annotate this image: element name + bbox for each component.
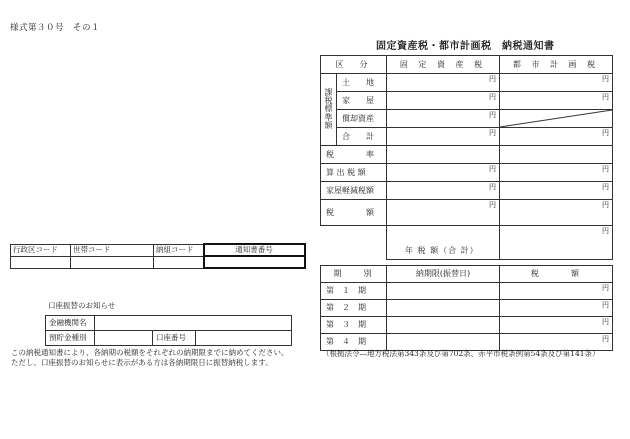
account-transfer-title: 口座振替のお知らせ (48, 301, 116, 310)
depreciable-fixed-cell: 円 (387, 110, 500, 128)
header-category: 区 分 (321, 56, 387, 74)
house-city-cell: 円 (500, 92, 613, 110)
bank-name-value (95, 316, 292, 331)
header-fixed-asset-tax: 固 定 資 産 税 (387, 56, 500, 74)
tax-rate-fixed-cell (387, 146, 500, 164)
total-base-city-cell: 円 (500, 128, 613, 146)
period-4-label: 第 ４ 期 (321, 334, 387, 351)
row-label-house: 家 屋 (337, 92, 387, 110)
annual-total-value-cell: 円 (500, 226, 613, 260)
admin-code-value (11, 256, 71, 268)
house-reduction-fixed-cell: 円 (387, 182, 500, 200)
period-1-due (387, 283, 500, 300)
calculated-tax-label: 算 出 税 額 (321, 164, 387, 182)
row-tax-rate (321, 146, 613, 164)
tax-rate-label: 税 率 (321, 146, 387, 164)
payment-notice-line-2: ただし、口座振替のお知らせに表示がある方は各納期限日に振替納税します。 (11, 358, 273, 367)
tax-rate-city-cell (500, 146, 613, 164)
tax-table-header (321, 56, 613, 74)
calculated-tax-city-cell: 円 (500, 164, 613, 182)
tax-amount-city-cell: 円 (500, 200, 613, 226)
period-3-label: 第 ３ 期 (321, 317, 387, 334)
installment-header (321, 266, 613, 283)
taxpayer-code-label: 納組コード (154, 244, 204, 256)
bank-name-label: 金融機関名 (46, 316, 95, 331)
total-base-fixed-cell: 円 (387, 128, 500, 146)
period-4-amount: 円 (500, 334, 613, 351)
header-installment-amount: 税 額 (500, 266, 613, 283)
period-3-due (387, 317, 500, 334)
header-period: 期 別 (321, 266, 387, 283)
deposit-type-value (95, 331, 153, 346)
period-2-due (387, 300, 500, 317)
payment-notice (11, 348, 289, 368)
calculated-tax-fixed-cell: 円 (387, 164, 500, 182)
payment-notice-line-1: この納税通知書により、各納期の税額をそれぞれの納期限までに納めてください。 (11, 348, 289, 357)
row-annual-total (321, 226, 613, 260)
notice-number-label: 通知書番号 (204, 244, 305, 256)
notice-number-value (204, 256, 305, 268)
land-fixed-cell: 円 (387, 74, 500, 92)
header-due-date: 納期限(振替日) (387, 266, 500, 283)
land-city-cell: 円 (500, 74, 613, 92)
period-1-label: 第 １ 期 (321, 283, 387, 300)
house-reduction-city-cell: 円 (500, 182, 613, 200)
period-3-amount: 円 (500, 317, 613, 334)
row-label-land: 土 地 (337, 74, 387, 92)
account-number-value (196, 331, 292, 346)
household-code-label: 世帯コード (71, 244, 154, 256)
house-reduction-label: 家屋軽減税額 (321, 182, 387, 200)
taxable-base-label: 課 税 標 準 額 (321, 74, 337, 146)
tax-amount-fixed-cell: 円 (387, 200, 500, 226)
row-total-base (321, 128, 613, 146)
period-2-amount: 円 (500, 300, 613, 317)
row-label-total-base: 合 計 (337, 128, 387, 146)
row-tax-amount (321, 200, 613, 226)
annual-total-label-cell (387, 226, 500, 260)
annual-total-spacer (321, 226, 387, 260)
household-code-value (71, 256, 154, 268)
header-city-planning-tax: 都 市 計 画 税 (500, 56, 613, 74)
account-number-label: 口座番号 (153, 331, 196, 346)
row-depreciable (321, 110, 613, 128)
installment-table (320, 265, 613, 351)
row-house-reduction (321, 182, 613, 200)
document-title: 固定資産税・都市計画税 納税通知書 (376, 41, 555, 52)
installment-row (321, 300, 613, 317)
installment-row (321, 317, 613, 334)
diagonal-strike (500, 110, 612, 127)
depreciable-city-cell-crossed (500, 110, 613, 128)
code-table (10, 243, 306, 269)
tax-amount-label: 税 額 (321, 200, 387, 226)
tax-table (320, 55, 613, 260)
period-2-label: 第 ２ 期 (321, 300, 387, 317)
form-number: 様式第３０号 その１ (10, 23, 101, 33)
row-label-depreciable: 償却資産 (337, 110, 387, 128)
house-fixed-cell: 円 (387, 92, 500, 110)
row-land (321, 74, 613, 92)
taxpayer-code-value (154, 256, 204, 268)
admin-code-label: 行政区コード (11, 244, 71, 256)
row-calculated-tax (321, 164, 613, 182)
deposit-type-label: 預貯金種別 (46, 331, 95, 346)
annual-total-label: 年 税 額（合 計） (405, 246, 479, 255)
account-table (45, 315, 292, 346)
installment-row (321, 283, 613, 300)
legal-basis: （根拠法令―地方税法第343条及び第702条、赤平市税条例第54条及び第141条） (322, 349, 600, 358)
row-house (321, 92, 613, 110)
period-1-amount: 円 (500, 283, 613, 300)
